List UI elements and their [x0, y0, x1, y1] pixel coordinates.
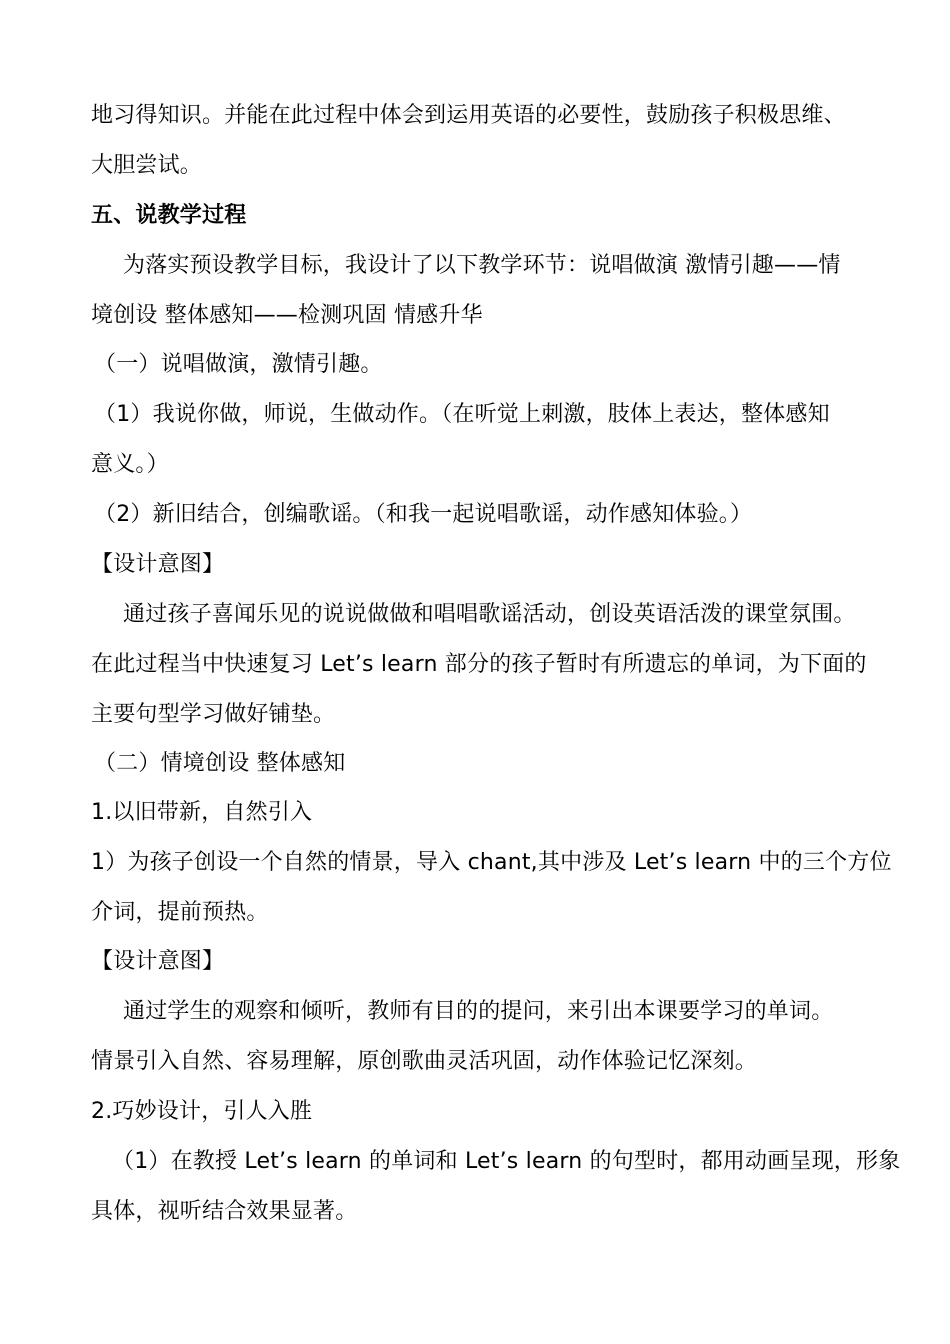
paragraph-line: 在此过程当中快速复习 Let’s learn 部分的孩子暂时有所遗忘的单词，为下面的: [91, 652, 867, 677]
paragraph-line: 介词，提前预热。: [91, 900, 269, 925]
paragraph-line: 意义。）: [91, 452, 169, 477]
paragraph-line: 大胆尝试。: [91, 153, 203, 178]
design-intent-label: 【设计意图】: [91, 949, 225, 974]
list-item: （1）在教授 Let’s learn 的单词和 Let’s learn 的句型时，都用动画呈现，形象: [112, 1149, 901, 1174]
paragraph-line: 为落实预设教学目标，我设计了以下教学环节：说唱做演 激情引趣——情: [123, 253, 841, 278]
paragraph-line: 具体，视听结合效果显著。: [91, 1199, 358, 1224]
numbered-heading: 2.巧妙设计，引人入胜: [91, 1099, 313, 1124]
paragraph-line: 地习得知识。并能在此过程中体会到运用英语的必要性，鼓励孩子积极思维、: [91, 103, 846, 128]
subsection-heading: （二）情境创设 整体感知: [94, 751, 346, 776]
list-item: （1）我说你做，师说，生做动作。（在听觉上刺激，肢体上表达，整体感知: [94, 402, 830, 427]
paragraph-line: 通过学生的观察和倾听，教师有目的的提问，来引出本课要学习的单词。: [123, 999, 834, 1024]
paragraph-line: 境创设 整体感知——检测巩固 情感升华: [91, 303, 483, 328]
list-item: （2）新旧结合，创编歌谣。（和我一起说唱歌谣，动作感知体验。）: [94, 502, 753, 527]
section-heading: 五、说教学过程: [91, 203, 247, 228]
subsection-heading: （一）说唱做演，激情引趣。: [94, 352, 383, 377]
numbered-heading: 1.以旧带新，自然引入: [91, 800, 313, 825]
design-intent-label: 【设计意图】: [91, 552, 225, 577]
paragraph-line: 情景引入自然、容易理解，原创歌曲灵活巩固，动作体验记忆深刻。: [91, 1049, 758, 1074]
list-item: 1）为孩子创设一个自然的情景，导入 chant,其中涉及 Let’s learn 中的三个方位: [91, 850, 892, 875]
paragraph-line: 通过孩子喜闻乐见的说说做做和唱唱歌谣活动，创设英语活泼的课堂氛围。: [123, 602, 856, 627]
paragraph-line: 主要句型学习做好铺垫。: [91, 702, 336, 727]
